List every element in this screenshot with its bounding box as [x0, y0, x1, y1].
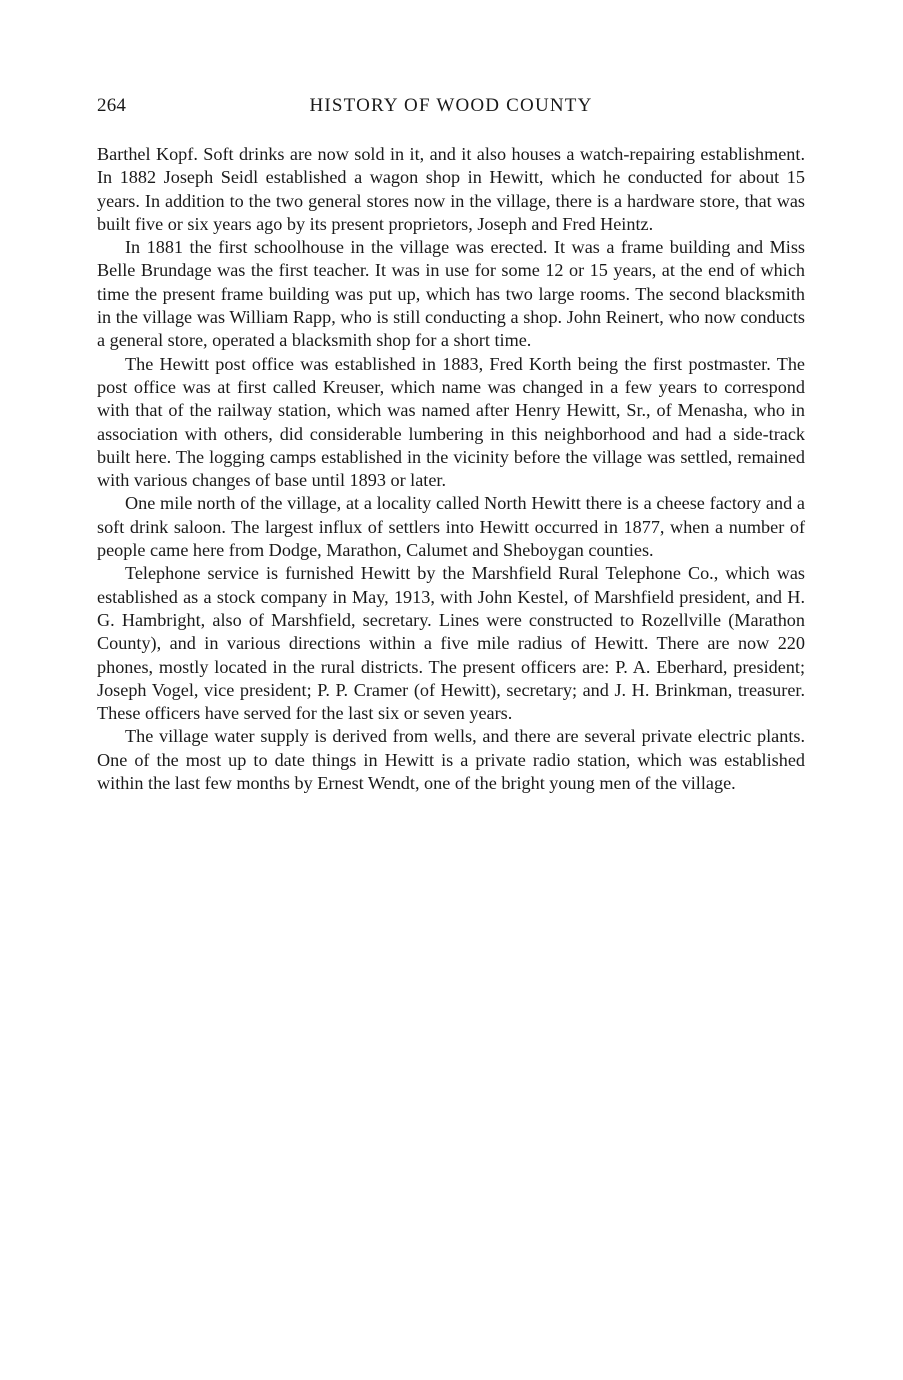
page-number: 264	[97, 95, 127, 116]
paragraph-telephone: Telephone service is furnished Hewitt by the Marshfield Rural Telephone Co., which was established as a stock company in May, 1913, with John Kestel, of Marshfield president, and H. G. Hambright, also of Marshfield, secretary. Lines were constructed to Rozellville (Marathon County), and in various directions within a five mile radius of Hewitt. There are now 220 phones, mostly located in the rural districts. The present officers are: P. A. Eberhard, president; Joseph Vogel, vice president; P. P. Cramer (of Hewitt), secretary; and J. H. Brinkman, treasurer. These officers have served for the last six or seven years.	[97, 563, 805, 724]
running-title: HISTORY OF WOOD COUNTY	[309, 95, 593, 116]
paragraph-schoolhouse: In 1881 the first schoolhouse in the village was erected. It was a frame building and Miss Belle Brundage was the first teacher. It was in use for some 12 or 15 years, at the end of which time the present frame building was put up, which has two large rooms. The second blacksmith in the village was William Rapp, who is still conducting a shop. John Reinert, who now conducts a general store, operated a blacksmith shop for a short time.	[97, 237, 805, 351]
paragraph-post-office: The Hewitt post office was established in 1883, Fred Korth being the first postmaster. The post office was at first called Kreuser, which name was changed in a few years to correspond with that of the railway station, which was named after Henry Hewitt, Sr., of Menasha, who in association with others, did considerable lumbering in this neighborhood and had a side-track built here. The logging camps established in the vicinity before the village was settled, remained with various changes of base until 1893 or later.	[97, 353, 805, 491]
body-text	[97, 143, 805, 795]
paragraph-water-radio: The village water supply is derived from wells, and there are several private electric plants. One of the most up to date things in Hewitt is a private radio station, which was established within the last few months by Ernest Wendt, one of the bright young men of the village.	[97, 726, 805, 794]
paragraph-stores: Barthel Kopf. Soft drinks are now sold in it, and it also houses a watch-repairing establishment. In 1882 Joseph Seidl established a wagon shop in Hewitt, which he conducted for about 15 years. In addition to the two general stores now in the village, there is a hardware store, that was built five or six years ago by its present proprietors, Joseph and Fred Heintz.	[97, 144, 805, 234]
paragraph-north-hewitt: One mile north of the village, at a locality called North Hewitt there is a cheese factory and a soft drink saloon. The largest influx of settlers into Hewitt occurred in 1877, when a number of people came here from Dodge, Marathon, Calumet and Sheboygan counties.	[97, 493, 805, 561]
page-header	[97, 95, 805, 123]
